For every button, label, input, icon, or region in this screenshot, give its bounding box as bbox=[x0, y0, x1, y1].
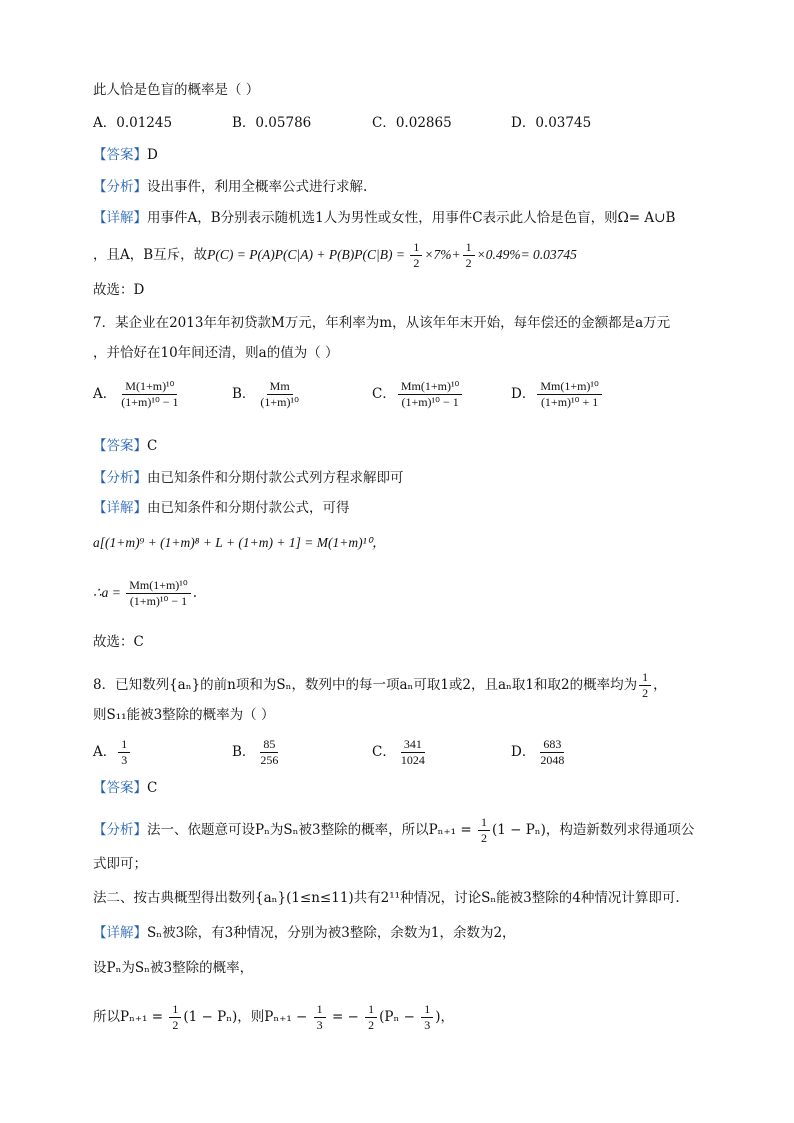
q8-detail: 【详解】Sₙ被3除，有3种情况，分别为被3整除，余数为1，余数为2， bbox=[93, 925, 516, 941]
q8-method-2: 法二、按古典概型得出数列{aₙ}(1≤n≤11)共有2¹¹种情况，讨论Sₙ能被3整除的4种情况计算即可. bbox=[93, 890, 680, 906]
q7-equation-2: ∴a = $\frac{\text{Mm(1+m)¹⁰}}{\text{(1+m)¹⁰ − 1}}$ . bbox=[93, 578, 198, 608]
q7-option-d: D． $\frac{\text{Mm(1+m)¹⁰}}{\text{(1+m)¹⁰ + 1}}$ bbox=[511, 379, 604, 410]
q8-option-c: C． $\frac{341}{1024}$ bbox=[372, 737, 425, 767]
q6-detail-line1: 【详解】用事件A，B分别表示随机选1人为男性或女性，用事件C表示此人恰是色盲，则Ω= A∪B bbox=[93, 210, 676, 226]
q7-equation-1: a[(1+m)⁹ + (1+m)⁸ + L + (1+m) + 1] = M(1+m)¹⁰， bbox=[93, 535, 386, 550]
q6-stem-tail: 此人恰是色盲的概率是（ ） bbox=[93, 82, 260, 98]
q8-option-d: D． $\frac{683}{2048}$ bbox=[511, 737, 565, 767]
q6-option-b: B．0.05786 bbox=[232, 115, 312, 131]
q7-option-a: A． $\frac{\text{M(1+m)¹⁰}}{\text{(1+m)¹⁰ − 1}}$ bbox=[93, 379, 179, 409]
q6-option-c: C．0.02865 bbox=[372, 115, 452, 131]
q7-detail: 【详解】由已知条件和分期付款公式，可得 bbox=[93, 500, 350, 516]
q8-answer: 【答案】C bbox=[93, 780, 158, 796]
q6-option-d: D．0.03745 bbox=[511, 115, 592, 131]
q7-stem-line2: ，并恰好在10年间还清，则a的值为（ ） bbox=[93, 345, 339, 361]
q6-analysis: 【分析】设出事件，利用全概率公式进行求解. bbox=[93, 179, 368, 195]
q8-option-a: A． $\frac{1}{3}$ bbox=[93, 737, 132, 768]
q7-conclusion: 故选：C bbox=[93, 634, 144, 650]
fraction-half: $\frac{1}{2}$ bbox=[463, 240, 475, 271]
q6-option-a: A．0.01245 bbox=[93, 115, 173, 131]
q8-stem-line1: 8．已知数列{aₙ}的前n项和为Sₙ，数列中的每一项aₙ可取1或2，且aₙ取1和取2的概率均为 $\frac{1}{2}$ ， bbox=[93, 670, 667, 700]
fraction-half: $\frac{1}{2}$ bbox=[410, 240, 422, 271]
q6-conclusion: 故选：D bbox=[93, 282, 145, 298]
q7-option-c: C． $\frac{\text{Mm(1+m)¹⁰}}{\text{(1+m)¹⁰ − 1}}$ bbox=[372, 379, 464, 410]
q8-define-p: 设Pₙ为Sₙ被3整除的概率， bbox=[93, 960, 254, 976]
q7-answer: 【答案】C bbox=[93, 438, 158, 454]
q6-detail-line2: ，且A，B互斥，故P(C) = P(A)P(C|A) + P(B)P(C|B) = $\frac{1}{2}$ ×7%+ $\frac{1}{2}$ ×0.49%= 0.03745 bbox=[93, 240, 577, 270]
q6-answer: 【答案】D bbox=[93, 147, 158, 163]
q8-option-b: B． $\frac{85}{256}$ bbox=[232, 737, 279, 767]
q8-recurrence: 所以Pₙ₊₁ = $\frac{1}{2}$ (1 − Pₙ)，则Pₙ₊₁ − $\frac{1}{3}$ = − $\frac{1}{2}$ (Pₙ − $\frac{1}{3}$ )， bbox=[93, 1002, 455, 1032]
q8-analysis: 【分析】法一、依题意可设Pₙ为Sₙ被3整除的概率，所以Pₙ₊₁ = $\frac{1}{2}$ (1 − Pₙ)，构造新数列求得通项公 bbox=[93, 815, 695, 845]
q8-analysis-cont: 式即可； bbox=[93, 856, 147, 872]
q7-option-b: B． $\frac{Mm}{\text{(1+m)¹⁰}}$ bbox=[232, 379, 299, 409]
q7-analysis: 【分析】由已知条件和分期付款公式列方程求解即可 bbox=[93, 470, 404, 486]
q8-stem-line2: 则S₁₁能被3整除的概率为（ ） bbox=[93, 707, 275, 723]
q7-stem-line1: 7．某企业在2013年年初贷款M万元，年利率为m，从该年年末开始，每年偿还的金额都是a万元 bbox=[93, 315, 671, 331]
